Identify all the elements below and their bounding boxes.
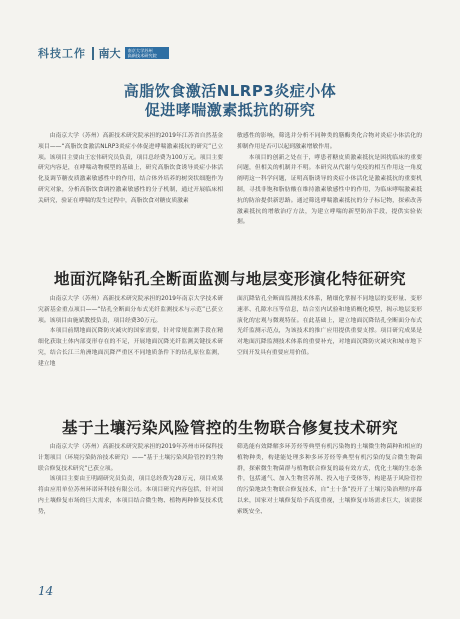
article1-left-column [38,131,223,228]
article1-paragraph: 敏感性的影响，筛选并分析不同种类的膳酶类化合物对炎症小体活化的抑制作用是否可以起到激素增敏作用。 [237,133,422,150]
header-divider [92,47,94,60]
article3-body [38,442,422,518]
article2-body [38,294,422,370]
article3-paragraph: 该项目主要由王明副研究员负责，项目总经费为28万元，项目成果将由应用单位苏州环诺环科技有限公司。本项目研究内容包括，针对国内土壤修复市场的巨大需求，本项目结合微生物、植物两种修复技术优势， [38,476,223,515]
article3-title: 基于土壤污染风险管控的生物联合修复技术研究 [61,419,398,437]
article1-title-line1: 高脂饮食激活NLRP3炎症小体 [123,82,337,100]
article3-paragraph: 筛选能有效降解多环芳烃等典型有机污染物的土壤微生物菌种和相应的植物种类，构建能处理多种多环芳烃等典型有机污染的复合微生物菌群，探索微生物菌群与植物联合修复的最有效方式，优化土壤的生态条件，包括通气、加入生物营养剂、投入电子受体等，构建基于风险管控的污染地块生物联合修复技术，自“土十条”投开了土壤污染治理的序幕以来，国家对土壤修复给予高度重视，土壤修复市场需求巨大，该需探索既安全、 [237,444,422,515]
page-number: 14 [38,584,54,598]
article1-right-column [237,131,422,228]
article2-paragraph: 由南京大学（苏州）高新技术研究院承担的2019年南京大学技术研究新基金重点项目——“钻孔全断面分布式光纤监测技术与示范”已获立项。该项目由施斌教授负责，项目经费30万元。 [38,296,223,324]
article1-paragraph: 由南京大学（苏州）高新技术研究院承担的2019年江苏省自然基金项目——“高脂饮食激活NLRP3炎症小体促进哮喘激素抵抗的研究”已立项。该项目主要由王宏伟研究员负责，项目总经费为100万元。项目主要研究内容是，在哮喘动物模型的基础上，研究高脂饮食诱导炎症小体活化及调节糖皮质激素敏感性中的作用，结合体外培养的树突状细胞作为研究对象，分析高脂饮食调控激素敏感性的分子机制，通过开展临床相关研究，验证在哮喘的发生过程中，高脂饮食对糖皮质激素 [38,133,223,204]
article2-right-column [237,294,422,370]
brand-badge-line1: 南京大学苏州 [127,48,153,53]
article1-title-line2: 促进哮喘激素抵抗的研究 [144,101,316,119]
article1-body [38,131,422,228]
article2-paragraph: 本项目前期地面沉降防灾减灾的国家需要，针对常规监测手段在精细化获取土体内部变形存在的不足，开展地面沉降光纤监测关键技术研究，结合长江三角洲地面沉降严重区不同地质条件下的钻孔原位监测，建立地 [38,328,223,367]
brand-badge-line2: 高新技术研究院 [127,53,157,58]
article1-paragraph: 本项目的创新之处在于，哮患者糖皮质激素抵抗是困扰临床的重要问题，但相关的机制并不明。本研究从代谢与免疫的相互作用这一角度阐明这一科学问题，证明高脂诱导的炎症小体活化是激素抵抗的重要机制，寻找非饱和脂肪酸在维持激素敏感性中的作用，为临床哮喘激素抵抗的防治提供新思路。通过筛选哮喘激素抵抗的分子标记物，探索改善激素抵抗的增敏治疗方法，为建立哮喘的新型防治手段，提供实验依据。 [237,154,422,226]
article3-paragraph: 由南京大学（苏州）高新技术研究院承担的2019年苏州市环保科技计划项目（环境污染防治技术研究）——“基于土壤污染风险管控的生物联合修复技术研究”已获立项。 [38,444,223,472]
article3-left-column [38,442,223,518]
section-label: 科技工作 [38,47,86,60]
section-header [38,44,169,62]
brand-name: 南大 [98,47,121,60]
article2-left-column [38,294,223,370]
article2-title: 地面沉降钻孔全断面监测与地层变形演化特征研究 [53,270,406,288]
brand-badge [125,47,169,59]
article3-right-column [237,442,422,518]
article2-paragraph: 面沉降钻孔全断面监测技术体系，精细化掌握不同地层的变形量、变形速率、孔隙水压等信息，结合室内试验和地质概化模型，揭示地层变形演化的宏观与微观特征。在此基础上，建立地面沉降钻孔全断面分布式光纤监测示范点，为该技术的推广应用提供重要支撑。项目研究成果是对地面沉降监测技术体系的重要补充，对地面沉降防灾减灾和城市地下空间开发具有重要应用价值。 [237,296,422,356]
